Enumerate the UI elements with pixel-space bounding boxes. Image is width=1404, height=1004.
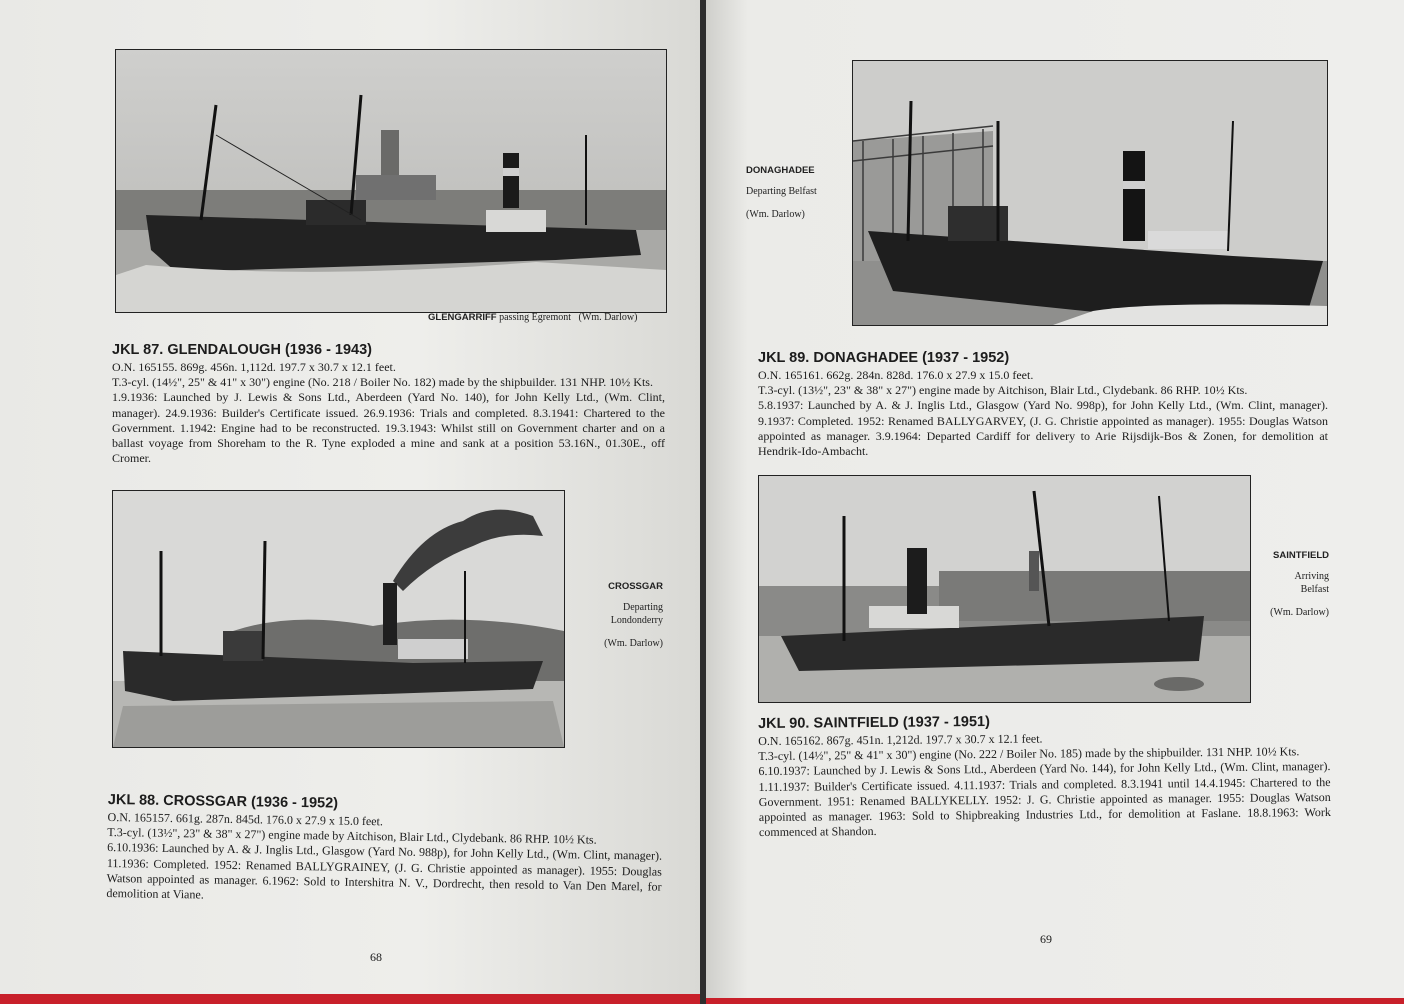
right-page: [706, 0, 1404, 1004]
caption-line: Londonderry: [610, 615, 663, 626]
vessel-name: SAINTFIELD: [1273, 550, 1329, 561]
vessel-name: GLENGARRIFF: [428, 312, 497, 323]
caption-saintfield: [1256, 549, 1329, 619]
vessel-name: CROSSGAR: [608, 581, 663, 592]
photo-credit: (Wm. Darlow): [1270, 607, 1329, 618]
entry-jkl-89: [758, 350, 1328, 459]
caption-glengarriff: [428, 311, 668, 324]
entry-line: T.3-cyl. (13½", 23" & 38" x 27") engine made by Aitchison, Blair Ltd., Clydebank. 86 RHP. 10½ Kts.: [758, 383, 1248, 398]
entry-line: T.3-cyl. (14½", 25" & 41" x 30") engine (No. 222 / Boiler No. 185) made by the shipbuilder. 131 NHP. 10½ Kts.: [758, 744, 1300, 764]
photo-donaghadee: [852, 60, 1328, 326]
entry-line: 1.9.1936: Launched by J. Lewis & Sons Ltd., Aberdeen (Yard No. 140), for John Kelly Ltd., (Wm. Clint, manager). 24.9.1936: Builder's Certificate issued. 26.9.1936: Trials and completed. 8.3.1941: Chartered to the Government. 1.1942: Engine had to be reconstructed. 19.3.1943: Whilst still on Government charter and on a ballast voyage from Shoreham to the R. Tyne exploded a mine and sank at a position 53.16N., 01.30E., off Cromer.: [112, 390, 665, 466]
entry-heading: JKL 88. CROSSGAR (1936 - 1952): [107, 792, 339, 812]
caption-donaghadee: [746, 164, 849, 221]
caption-line: Belfast: [1300, 584, 1329, 595]
ship-photo-saintfield: [759, 476, 1250, 702]
entry-line: T.3-cyl. (14½", 25" & 41" x 30") engine (No. 218 / Boiler No. 182) made by the shipbuilder. 131 NHP. 10½ Kts.: [112, 375, 653, 390]
page-edge-left: [0, 994, 700, 1004]
left-page: [0, 0, 700, 1004]
photo-credit: (Wm. Darlow): [604, 638, 663, 649]
photo-glengarriff: [115, 49, 667, 313]
entry-line: O.N. 165162. 867g. 451n. 1,212d. 197.7 x 30.7 x 12.1 feet.: [758, 731, 1043, 748]
page-number: 69: [1040, 932, 1052, 946]
entry-line: O.N. 165157. 661g. 287n. 845d. 176.0 x 27.9 x 15.0 feet.: [107, 809, 384, 829]
entry-line: 5.8.1937: Launched by A. & J. Inglis Ltd., Glasgow (Yard No. 998p), for John Kelly Ltd., (Wm. Clint, manager). 9.1937: Completed. 1952: Renamed BALLYGARVEY, (J. G. Christie appointed as manager). 1955: Douglas Watson appointed as manager. 3.9.1964: Departed Cardiff for delivery to Arie Rijsdijk-Bos & Zonen, for demolition at Hendrik-Ido-Ambacht.: [758, 398, 1328, 459]
entry-line: 6.10.1936: Launched by A. & J. Inglis Ltd., Glasgow (Yard No. 988p), for John Kelly Ltd., (Wm. Clint, manager). 11.1936: Completed. 1952: Renamed BALLYGRAINEY, (J. G. Christie appointed as manager). 1955: Douglas Watson appointed as manager. 6.1962: Sold to Intershitra N. V., Dordrecht, then resold to Van Den Marel, for demolition at Viane.: [106, 840, 663, 902]
ship-photo-glengarriff: [116, 50, 666, 312]
entry-heading: JKL 90. SAINTFIELD (1937 - 1951): [758, 713, 990, 732]
entry-line: 6.10.1937: Launched by J. Lewis & Sons Ltd., Aberdeen (Yard No. 144), for John Kelly Ltd., (Wm. Clint, manager). 1.11.1937: Builder's Certificate issued. 4.11.1937: Trials and completed. 8.3.1941 until 14.4.1945: Chartered to the Government. 1951: Renamed BALLYKELLY. 1952: J. G. Christie appointed as manager. 1955: Douglas Watson appointed as manager. 1963: Sold to Shipbreaking Industries Ltd., for demolition at Faslane. 18.8.1963: Work commenced at Shandon.: [758, 759, 1331, 840]
entry-heading: JKL 89. DONAGHADEE (1937 - 1952): [758, 350, 1010, 366]
caption-crossgar: [570, 580, 663, 650]
photo-credit: (Wm. Darlow): [746, 209, 805, 220]
ship-photo-crossgar: [113, 491, 564, 747]
page-edge-right: [706, 998, 1404, 1004]
entry-jkl-87: [112, 342, 665, 466]
entry-line: T.3-cyl. (13½", 23" & 38" x 27") engine made by Aitchison, Blair Ltd., Clydebank. 86 RHP. 10½ Kts.: [107, 825, 597, 847]
caption-line: Departing Belfast: [746, 186, 817, 197]
photo-saintfield: [758, 475, 1251, 703]
caption-text: passing Egremont: [499, 312, 572, 323]
entry-heading: JKL 87. GLENDALOUGH (1936 - 1943): [112, 342, 373, 358]
entry-line: O.N. 165155. 869g. 456n. 1,112d. 197.7 x 30.7 x 12.1 feet.: [112, 360, 396, 374]
entry-jkl-90: [758, 711, 1331, 840]
caption-line: Departing: [623, 602, 663, 613]
ship-photo-donaghadee: [853, 61, 1327, 325]
photo-credit: (Wm. Darlow): [578, 312, 638, 323]
vessel-name: DONAGHADEE: [746, 165, 815, 176]
entry-line: O.N. 165161. 662g. 284n. 828d. 176.0 x 27.9 x 15.0 feet.: [758, 368, 1034, 382]
caption-line: Arriving: [1294, 571, 1329, 582]
entry-jkl-88: [106, 792, 663, 910]
page-number: 68: [370, 950, 382, 964]
photo-crossgar: [112, 490, 565, 748]
